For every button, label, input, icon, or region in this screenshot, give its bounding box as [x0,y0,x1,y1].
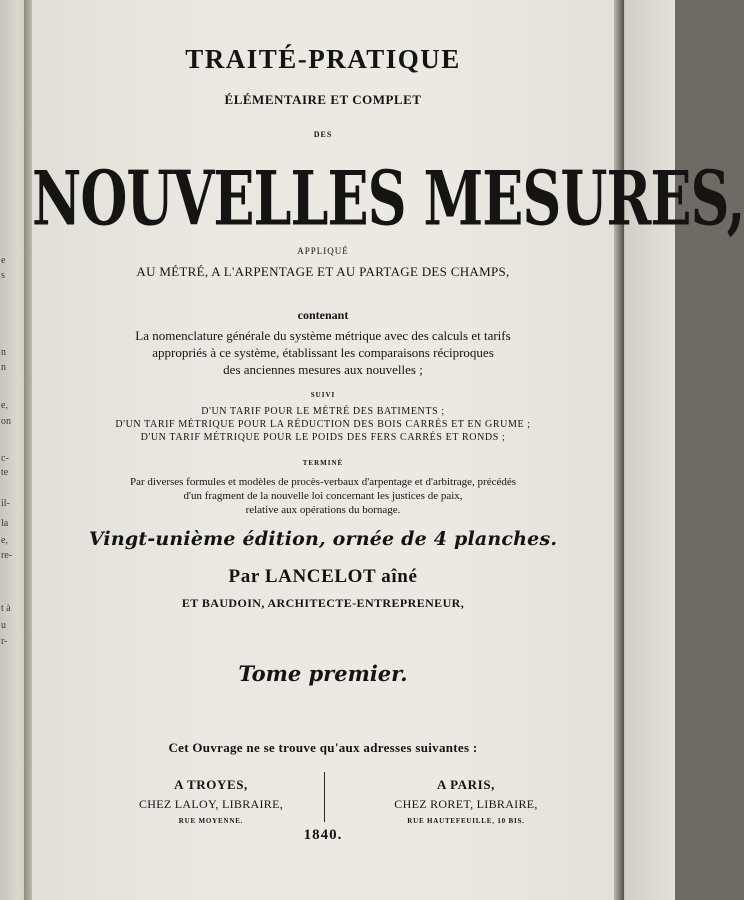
address-right-city: A PARIS, [436,777,495,792]
book-edge [615,0,675,900]
volume-label: Tome premier. [238,661,408,686]
title-connector: DES [313,130,333,139]
contenant-label: contenant [297,308,349,322]
facing-page-fragment: la [1,518,9,529]
facing-page-fragment: t à [1,603,11,614]
main-title-text: NOUVELLES MESURES [32,154,727,243]
author-line: Par LANCELOT aîné [228,566,418,587]
termine-label: TERMINÉ [302,459,344,467]
suivi-line: D'UN TARIF MÉTRIQUE POUR LE POIDS DES FERS CARRÉS ET RONDS ; [140,432,506,443]
address-left-city: A TROYES, [174,777,248,792]
applique-label: APPLIQUÉ [297,246,349,256]
facing-page-fragment: e, [1,535,8,546]
facing-page-fragment: u [1,620,6,631]
application-line: AU MÉTRÉ, A L'ARPENTAGE ET AU PARTAGE DES CHAMPS, [136,264,510,279]
coauthor-line: ET BAUDOIN, ARCHITECTE-ENTREPRENEUR, [181,596,465,610]
termine-line: d'un fragment de la nouvelle loi concernant les justices de paix, [183,490,463,502]
main-title [32,154,744,243]
book-subtitle: ÉLÉMENTAIRE ET COMPLET [224,92,422,107]
suivi-line: D'UN TARIF POUR LE MÉTRÉ DES BATIMENTS ; [201,406,445,417]
facing-page-fragment: te [1,467,9,478]
facing-page-fragment: on [1,416,11,427]
main-title-punct: , [726,154,744,243]
facing-page-fragment: re- [1,550,13,561]
termine-line: Par diverses formules et modèles de procès-verbaux d'arpentage et d'arbitrage, précédés [129,476,517,488]
edition-line: Vingt-unième édition, ornée de 4 planches. [88,528,558,550]
facing-page-fragment: n [1,362,6,373]
facing-page-fragment: n [1,347,6,358]
facing-page-fragment: e, [1,400,8,411]
suivi-line: D'UN TARIF MÉTRIQUE POUR LA RÉDUCTION DES BOIS CARRÉS ET EN GRUME ; [115,419,531,430]
facing-page-fragment: r- [1,636,8,647]
facing-page-fragment: c- [1,453,9,464]
address-left-publisher: CHEZ LALOY, LIBRAIRE, [138,797,284,811]
address-left-street: RUE MOYENNE. [178,817,244,825]
termine-line: relative aux opérations du bornage. [245,504,401,516]
suivi-label: SUIVI [310,391,336,399]
address-right-publisher: CHEZ RORET, LIBRAIRE, [394,797,538,811]
contents-line: La nomenclature générale du système métrique avec des calculs et tarifs [135,328,511,343]
contents-line: appropriés à ce système, établissant les comparaisons réciproques [152,345,494,360]
address-right-street: RUE HAUTEFEUILLE, 10 BIS. [407,817,525,825]
address-divider [324,772,325,822]
book-title: TRAITÉ-PRATIQUE [185,44,461,74]
title-page [32,0,744,900]
publication-year: 1840. [303,827,343,843]
facing-page-fragment: il- [1,498,10,509]
facing-page-fragment: e [1,255,6,266]
availability-line: Cet Ouvrage ne se trouve qu'aux adresses suivantes : [168,740,478,755]
contents-line: des anciennes mesures aux nouvelles ; [223,362,423,377]
facing-page-fragment: s [1,270,5,281]
